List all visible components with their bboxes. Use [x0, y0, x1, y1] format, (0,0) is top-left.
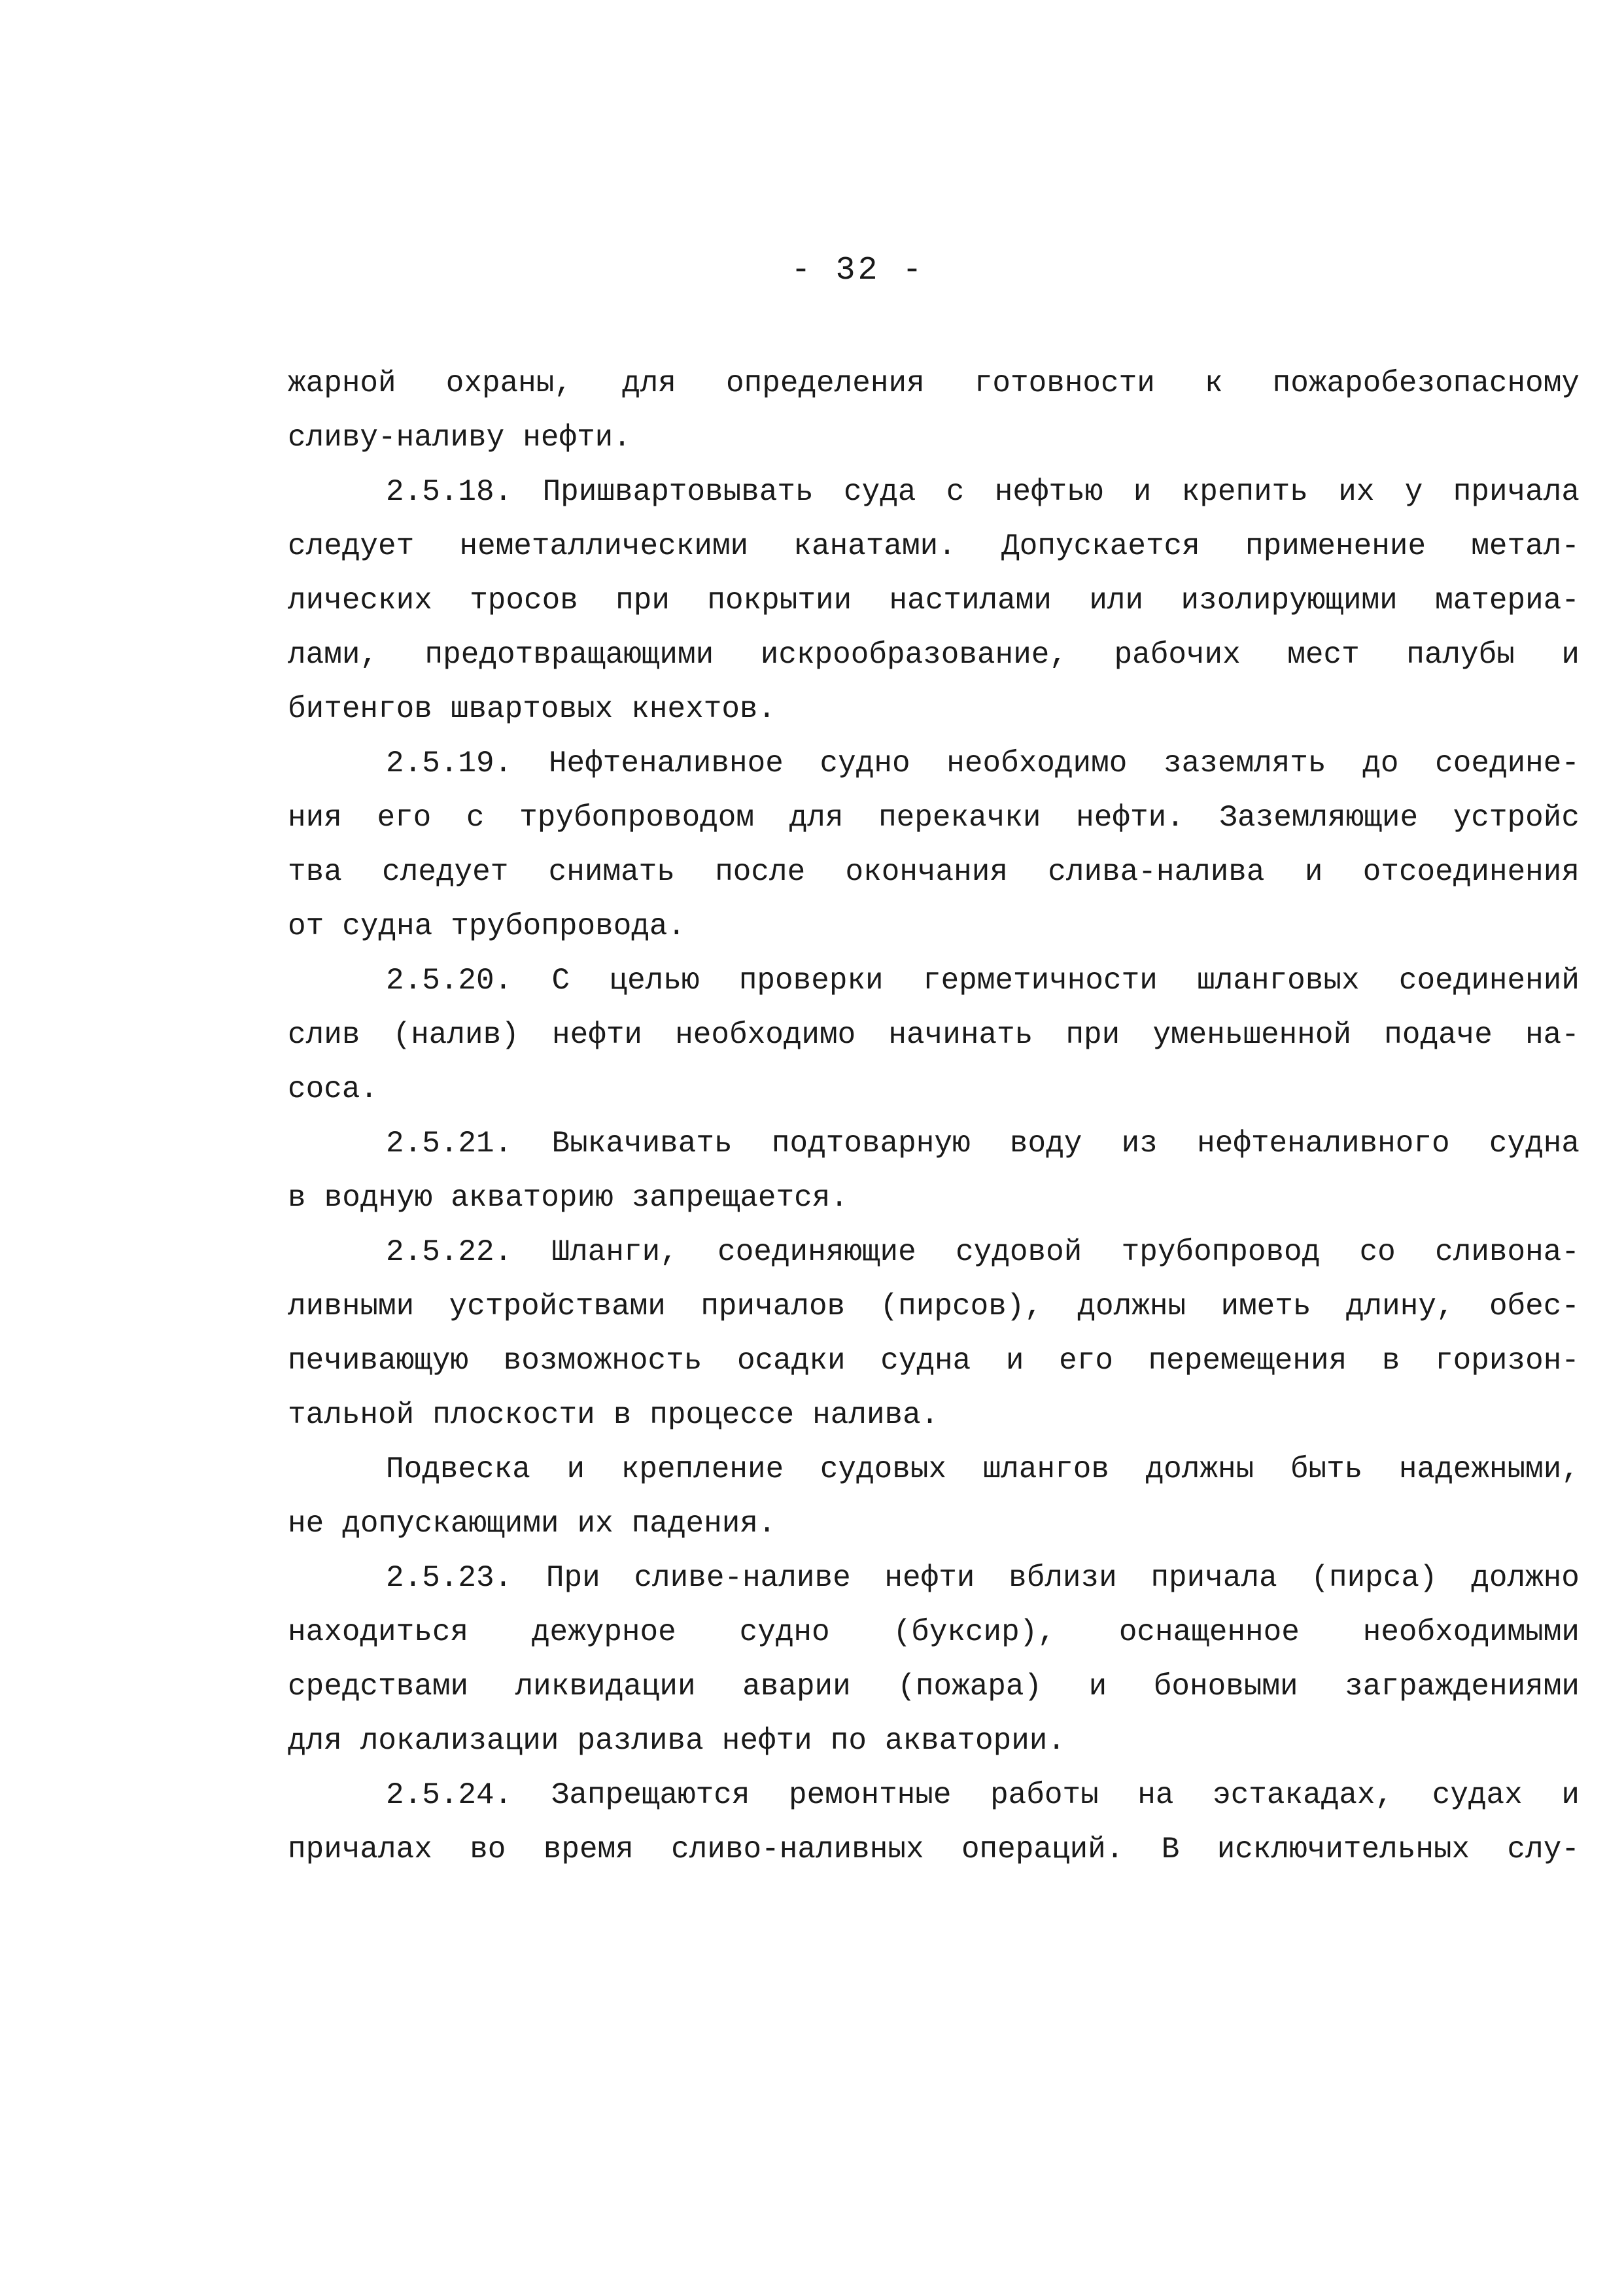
- text-line: [288, 628, 1580, 682]
- word: соса.: [288, 1072, 379, 1106]
- word: устройс: [1453, 801, 1580, 835]
- word: рабочих: [1114, 638, 1241, 672]
- word: возможность: [503, 1344, 702, 1378]
- word: причалах: [288, 1832, 432, 1866]
- word: судах: [1432, 1778, 1523, 1812]
- word: работы: [990, 1778, 1099, 1812]
- word: акватории.: [884, 1724, 1066, 1758]
- word: процессе: [649, 1398, 795, 1432]
- word: заграждениями: [1345, 1670, 1580, 1704]
- word: материа-: [1435, 584, 1580, 618]
- word: предотвращающими: [424, 638, 714, 672]
- word: Допускается: [1001, 529, 1200, 563]
- word: 2.5.24.: [386, 1778, 513, 1812]
- word: готовности: [974, 366, 1155, 400]
- word: нефти: [884, 1561, 975, 1595]
- word: иметь: [1220, 1289, 1311, 1323]
- word: по: [830, 1724, 867, 1758]
- word: заземлять: [1164, 746, 1326, 780]
- word: пожаробезопасному: [1272, 366, 1580, 400]
- word: необходимо: [675, 1018, 856, 1052]
- word: начинать: [888, 1018, 1033, 1052]
- word: локализации: [360, 1724, 559, 1758]
- text-line: [288, 1768, 1580, 1823]
- word: причала: [1150, 1561, 1277, 1595]
- word: При: [545, 1561, 600, 1595]
- word: нефти.: [523, 421, 631, 455]
- word: целью: [609, 964, 700, 998]
- word: причалов: [700, 1289, 846, 1323]
- word: применение: [1245, 529, 1426, 563]
- word: эстакадах,: [1213, 1778, 1394, 1812]
- word: быть: [1290, 1452, 1363, 1486]
- text-line: [288, 791, 1580, 845]
- word: при: [1065, 1018, 1120, 1052]
- text-line: [288, 357, 1580, 411]
- word: судно: [739, 1615, 830, 1649]
- word: метал-: [1471, 529, 1580, 563]
- text-line: [288, 574, 1580, 628]
- word: отсоединения: [1362, 855, 1580, 889]
- text-line: [288, 465, 1580, 519]
- word: тросов: [470, 584, 578, 618]
- word: трубопроводом: [519, 801, 754, 835]
- word: сливо-наливных: [671, 1832, 924, 1866]
- word: находиться: [288, 1615, 469, 1649]
- word: операций.: [961, 1832, 1124, 1866]
- word: с: [946, 475, 965, 509]
- word: после: [715, 855, 806, 889]
- word: 2.5.19.: [386, 746, 513, 780]
- word: В: [1161, 1832, 1180, 1866]
- word: 2.5.23.: [386, 1561, 513, 1595]
- word: слива-налива: [1048, 855, 1265, 889]
- text-line: [288, 1062, 1580, 1117]
- word: длину,: [1345, 1289, 1455, 1323]
- word: и: [1304, 855, 1323, 889]
- word: осадки: [736, 1344, 846, 1378]
- word: судна: [880, 1344, 971, 1378]
- text-line: [288, 1334, 1580, 1388]
- text-line: [288, 1823, 1580, 1877]
- word: суда: [844, 475, 916, 509]
- text-line: [288, 519, 1580, 574]
- word: проверки: [738, 964, 884, 998]
- word: аварии: [742, 1670, 851, 1704]
- word: подаче: [1384, 1018, 1493, 1052]
- document-body: [288, 357, 1580, 1877]
- word: и: [1088, 1670, 1107, 1704]
- word: соединений: [1398, 964, 1580, 998]
- word: Запрещаются: [551, 1778, 750, 1812]
- word: изолирующими: [1181, 584, 1398, 618]
- word: Шланги,: [551, 1235, 678, 1269]
- word: вблизи: [1009, 1561, 1117, 1595]
- text-line: [288, 1443, 1580, 1497]
- word: ливными: [288, 1289, 415, 1323]
- word: шланговых: [1197, 964, 1360, 998]
- word: ликвидации: [515, 1670, 696, 1704]
- word: во: [470, 1832, 506, 1866]
- word: их: [577, 1507, 613, 1541]
- word: нефти: [721, 1724, 812, 1758]
- word: обес-: [1489, 1289, 1580, 1323]
- text-line: [288, 1388, 1580, 1443]
- word: 2.5.21.: [386, 1127, 513, 1161]
- word: С: [551, 964, 570, 998]
- word: должно: [1471, 1561, 1580, 1595]
- word: и: [1561, 638, 1580, 672]
- word: следует: [382, 855, 509, 889]
- word: тва: [288, 855, 342, 889]
- word: искрообразование,: [760, 638, 1068, 672]
- text-line: [288, 900, 1580, 954]
- word: лами,: [288, 638, 379, 672]
- word: воду: [1009, 1127, 1082, 1161]
- word: с: [466, 801, 485, 835]
- text-line: [288, 1117, 1580, 1171]
- word: (пирсов),: [880, 1289, 1043, 1323]
- word: судна: [1489, 1127, 1580, 1161]
- word: (пирса): [1311, 1561, 1438, 1595]
- word: лических: [288, 584, 432, 618]
- word: палубы: [1406, 638, 1515, 672]
- word: сливу-наливу: [288, 421, 505, 455]
- text-line: [288, 1171, 1580, 1225]
- word: судовой: [956, 1235, 1082, 1269]
- word: жарной: [288, 366, 396, 400]
- word: необходимо: [946, 746, 1128, 780]
- word: его: [1059, 1344, 1113, 1378]
- word: оснащенное: [1118, 1615, 1300, 1649]
- word: шлангов: [982, 1452, 1109, 1486]
- word: ния: [288, 801, 342, 835]
- word: средствами: [288, 1670, 469, 1704]
- word: его: [377, 801, 432, 835]
- word: к: [1204, 366, 1223, 400]
- word: плоскости: [432, 1398, 595, 1432]
- text-line: [288, 1660, 1580, 1714]
- word: подтоварную: [771, 1127, 971, 1161]
- word: слу-: [1507, 1832, 1580, 1866]
- word: битенгов: [288, 692, 432, 726]
- word: судна: [342, 909, 433, 943]
- word: для: [288, 1724, 342, 1758]
- word: швартовых: [450, 692, 613, 726]
- word: охраны,: [445, 366, 572, 400]
- word: перемещения: [1148, 1344, 1347, 1378]
- word: нефтеналивного: [1197, 1127, 1450, 1161]
- word: Выкачивать: [551, 1127, 733, 1161]
- word: причала: [1453, 475, 1580, 509]
- word: для: [789, 801, 844, 835]
- word: определения: [726, 366, 925, 400]
- word: нефти: [552, 1018, 643, 1052]
- word: Нефтеналивное: [548, 746, 784, 780]
- word: тальной: [288, 1398, 415, 1432]
- word: 2.5.20.: [386, 964, 513, 998]
- word: уменьшенной: [1152, 1018, 1352, 1052]
- word: сливона-: [1435, 1235, 1580, 1269]
- word: должны: [1145, 1452, 1254, 1486]
- word: и: [1005, 1344, 1024, 1378]
- word: печивающую: [288, 1344, 469, 1378]
- word: дежурное: [531, 1615, 676, 1649]
- word: не: [288, 1507, 324, 1541]
- word: ремонтные: [789, 1778, 952, 1812]
- word: соедине-: [1435, 746, 1580, 780]
- word: для: [622, 366, 676, 400]
- word: налива.: [812, 1398, 939, 1432]
- word: Заземляющие: [1219, 801, 1419, 835]
- word: разлива: [577, 1724, 704, 1758]
- word: 2.5.18.: [386, 475, 513, 509]
- word: крепление: [621, 1452, 784, 1486]
- page-number: - 32 -: [791, 252, 925, 289]
- text-line: [288, 1714, 1580, 1768]
- word: и: [566, 1452, 585, 1486]
- word: должны: [1077, 1289, 1186, 1323]
- word: кнехтов.: [631, 692, 776, 726]
- word: надежными,: [1398, 1452, 1580, 1486]
- word: нефтью: [994, 475, 1103, 509]
- word: исключительных: [1217, 1832, 1470, 1866]
- word: Пришвартовывать: [542, 475, 814, 509]
- word: Подвеска: [386, 1452, 530, 1486]
- word: и: [1561, 1778, 1580, 1812]
- word: и: [1133, 475, 1152, 509]
- text-line: [288, 737, 1580, 791]
- word: в: [288, 1181, 306, 1215]
- word: до: [1362, 746, 1399, 780]
- word: мест: [1287, 638, 1360, 672]
- word: покрытии: [707, 584, 852, 618]
- word: 2.5.22.: [386, 1235, 513, 1269]
- word: необходимыми: [1362, 1615, 1580, 1649]
- text-line: [288, 411, 1580, 465]
- word: (буксир),: [893, 1615, 1056, 1649]
- word: перекачки: [878, 801, 1041, 835]
- word: боновыми: [1153, 1670, 1298, 1704]
- word: окончания: [845, 855, 1008, 889]
- word: сливе-наливе: [634, 1561, 851, 1595]
- word: в: [1381, 1344, 1400, 1378]
- word: канатами.: [793, 529, 956, 563]
- word: у: [1404, 475, 1423, 509]
- word: водную: [324, 1181, 433, 1215]
- word: из: [1121, 1127, 1158, 1161]
- word: при: [615, 584, 670, 618]
- word: со: [1359, 1235, 1396, 1269]
- word: нефти.: [1076, 801, 1184, 835]
- word: их: [1338, 475, 1375, 509]
- text-line: [288, 1225, 1580, 1280]
- word: в: [613, 1398, 632, 1432]
- word: судовых: [820, 1452, 947, 1486]
- text-line: [288, 1551, 1580, 1605]
- word: следует: [288, 529, 415, 563]
- word: соединяющие: [717, 1235, 916, 1269]
- word: падения.: [631, 1507, 776, 1541]
- word: трубопровод: [1121, 1235, 1321, 1269]
- word: судно: [820, 746, 910, 780]
- word: крепить: [1181, 475, 1308, 509]
- word: на: [1137, 1778, 1174, 1812]
- text-line: [288, 845, 1580, 900]
- word: на-: [1525, 1018, 1580, 1052]
- word: (налив): [392, 1018, 519, 1052]
- word: горизон-: [1435, 1344, 1580, 1378]
- text-line: [288, 954, 1580, 1008]
- word: неметаллическими: [459, 529, 749, 563]
- word: устройствами: [449, 1289, 666, 1323]
- text-line: [288, 1008, 1580, 1062]
- text-line: [288, 1605, 1580, 1660]
- text-line: [288, 682, 1580, 737]
- word: акваторию: [451, 1181, 613, 1215]
- word: (пожара): [897, 1670, 1043, 1704]
- word: допускающими: [342, 1507, 559, 1541]
- word: или: [1089, 584, 1144, 618]
- word: от: [288, 909, 324, 943]
- word: время: [543, 1832, 634, 1866]
- text-line: [288, 1280, 1580, 1334]
- text-line: [288, 1497, 1580, 1551]
- word: снимать: [548, 855, 675, 889]
- word: слив: [288, 1018, 360, 1052]
- word: герметичности: [922, 964, 1158, 998]
- word: настилами: [889, 584, 1052, 618]
- word: запрещается.: [631, 1181, 848, 1215]
- word: трубопровода.: [451, 909, 686, 943]
